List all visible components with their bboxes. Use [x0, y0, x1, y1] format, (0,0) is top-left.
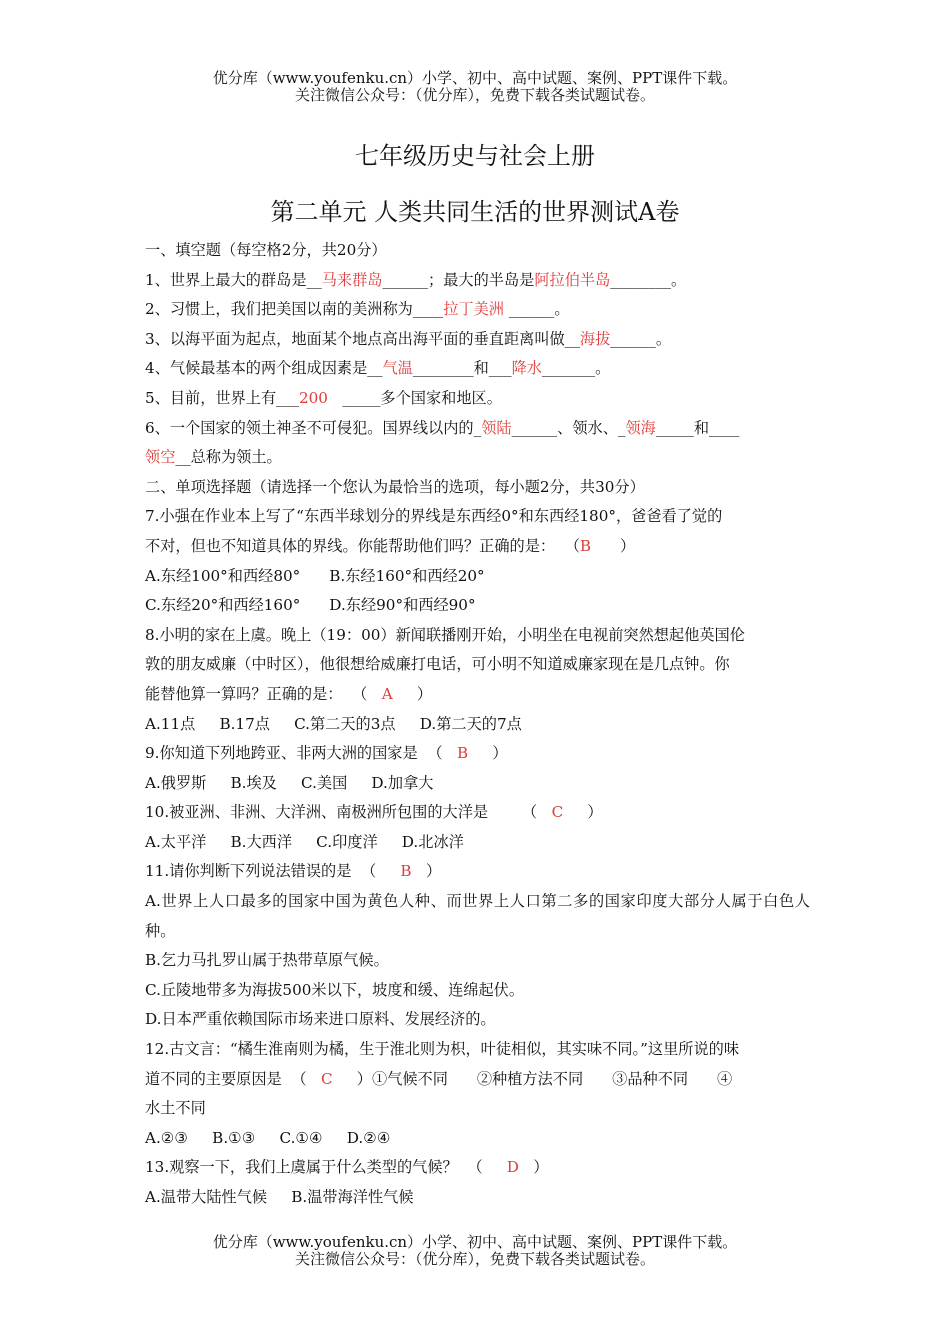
- q2-text-b: ______。: [503, 300, 570, 319]
- q7-options-cd: C.东经20°和西经160° D.东经90°和西经90°: [145, 596, 476, 615]
- q1-text-a: 1、世界上最大的群岛是__: [145, 270, 322, 289]
- q12-line-2: [145, 1065, 810, 1095]
- q8-text-a: 能替他算一算吗？正确的是： （: [145, 684, 382, 703]
- q11-option-d: D.日本严重依赖国际市场来进口原料、发展经济的。: [145, 1010, 496, 1029]
- question-1: [145, 266, 810, 296]
- q10-options: A.太平洋 B.大西洋 C.印度洋 D.北冰洋: [145, 832, 464, 851]
- q7-line-2: [145, 532, 810, 562]
- q7-text-b: ）: [591, 536, 636, 555]
- q12-line-3: 水土不同: [145, 1099, 206, 1118]
- q9-line: [145, 739, 810, 769]
- q11-option-c: C.丘陵地带多为海拔500米以下，坡度和缓、连绵起伏。: [145, 980, 525, 999]
- header-line-1: 优分库（www.youfenku.cn）小学、初中、高中试题、案例、PPT课件下载。: [212, 69, 738, 87]
- footer-line-1: 优分库（www.youfenku.cn）小学、初中、高中试题、案例、PPT课件下载。: [212, 1233, 738, 1251]
- page-footer: [0, 1234, 950, 1268]
- q8-line-1: 8.小明的家在上虞。晚上（19：00）新闻联播刚开始，小明坐在电视前突然想起他英国伦: [145, 625, 745, 644]
- q8-answer: A: [381, 684, 393, 703]
- q12-line-1: 12.古文言：“橘生淮南则为橘，生于淮北则为枳，叶徒相似，其实味不同。”这里所说的味: [145, 1040, 740, 1059]
- q6-answer-2: 领海: [625, 418, 656, 437]
- q11-answer: B: [400, 862, 412, 881]
- q6-text-c: _____和____: [655, 418, 740, 437]
- q5-answer: 200: [298, 388, 328, 407]
- q6-text-d: __总称为领土。: [175, 448, 282, 467]
- q8-line-2: 敦的朋友威廉（中时区），他很想给威廉打电话，可小明不知道威廉家现在是几点钟。你: [145, 655, 730, 674]
- q11-option-b: B.乞力马扎罗山属于热带草原气候。: [145, 951, 389, 970]
- q10-line: [145, 798, 810, 828]
- q7-line-1: 7.小强在作业本上写了“东西半球划分的界线是东西经0°和东西经180°，爸爸看了觉的: [145, 507, 723, 526]
- q6-answer-1: 领陆: [481, 418, 512, 437]
- q13-text-b: ）: [518, 1158, 549, 1177]
- q11-line: [145, 857, 810, 887]
- q6-text-b: ______、领水、_: [511, 418, 626, 437]
- q9-text-a: 9.你知道下列地跨亚、非两大洲的国家是 （: [145, 744, 458, 763]
- exam-content: [145, 236, 810, 1213]
- question-3: [145, 325, 810, 355]
- header-line-2: 关注微信公众号：（优分库），免费下载各类试题试卷。: [294, 86, 655, 104]
- q9-text-b: ）: [468, 744, 508, 763]
- q13-text-a: 13.观察一下，我们上虞属于什么类型的气候？ （: [145, 1158, 507, 1177]
- q2-answer: 拉丁美洲: [443, 300, 504, 319]
- question-2: [145, 295, 810, 325]
- q1-text-b: ______；最大的半岛是: [382, 270, 535, 289]
- q6-text-a: 6、一个国家的领土神圣不可侵犯。国界线以内的_: [145, 418, 482, 437]
- q1-answer-1: 马来群岛: [321, 270, 383, 289]
- q3-text-a: 3、以海平面为起点，地面某个地点高出海平面的垂直距离叫做__: [145, 329, 580, 348]
- q9-answer: B: [457, 744, 469, 763]
- q8-line-3: [145, 680, 810, 710]
- q7-options-ab: A.东经100°和西经80° B.东经160°和西经20°: [145, 566, 485, 585]
- q7-text-a: 不对，但也不知道具体的界线。你能帮助他们吗？正确的是： （: [145, 536, 580, 555]
- q4-answer-2: 降水: [511, 359, 542, 378]
- q3-text-b: ______。: [610, 329, 672, 348]
- q10-text-b: ）: [563, 803, 603, 822]
- q8-options: A.11点 B.17点 C.第二天的3点 D.第二天的7点: [145, 714, 522, 733]
- q11-option-a: A.世界上人口最多的国家中国为黄色人种、而世界上人口第二多的国家印度大部分人属于白色人种。: [145, 892, 810, 940]
- q2-text-a: 2、习惯上，我们把美国以南的美洲称为____: [145, 300, 444, 319]
- q5-text-a: 5、目前，世界上有___: [145, 388, 299, 407]
- page-header: [0, 70, 950, 104]
- q4-text-b: ________和___: [412, 359, 512, 378]
- q4-answer-1: 气温: [382, 359, 413, 378]
- footer-line-2: 关注微信公众号：（优分库），免费下载各类试题试卷。: [294, 1250, 655, 1268]
- q7-answer: B: [579, 536, 592, 555]
- q13-line: [145, 1153, 810, 1183]
- q13-answer: D: [506, 1158, 519, 1177]
- q11-text-a: 11.请你判断下列说法错误的是 （: [145, 862, 401, 881]
- q4-text-a: 4、气候最基本的两个组成因素是__: [145, 359, 383, 378]
- section-1-heading: 一、填空题（每空格2分，共20分）: [145, 241, 387, 259]
- question-5: [145, 384, 810, 414]
- q1-text-c: ________。: [610, 270, 687, 289]
- q6-answer-3: 领空: [145, 448, 176, 467]
- q12-answer: C: [321, 1069, 333, 1088]
- q13-options: A.温带大陆性气候 B.温带海洋性气候: [145, 1188, 414, 1206]
- q11-text-b: ）: [411, 862, 442, 881]
- section-2-heading: 二、单项选择题（请选择一个您认为最恰当的选项，每小题2分，共30分）: [145, 477, 645, 496]
- q3-answer: 海拔: [579, 329, 611, 348]
- q4-text-c: _______。: [541, 359, 611, 378]
- q9-options: A.俄罗斯 B.埃及 C.美国 D.加拿大: [145, 773, 434, 792]
- q12-text-a: 道不同的主要原因是 （: [145, 1069, 322, 1088]
- q12-options: A.②③ B.①③ C.①④ D.②④: [145, 1128, 391, 1147]
- document-subtitle: 第二单元 人类共同生活的世界测试A卷: [270, 198, 680, 226]
- q1-answer-2: 阿拉伯半岛: [534, 270, 611, 289]
- q10-text-a: 10.被亚洲、非洲、大洋洲、南极洲所包围的大洋是 （: [145, 803, 552, 822]
- question-4: [145, 354, 810, 384]
- q12-text-b: ）①气候不同 ②种植方法不同 ③品种不同 ④: [332, 1069, 733, 1088]
- q8-text-b: ）: [392, 684, 433, 703]
- q5-text-b: _____多个国家和地区。: [327, 388, 502, 407]
- document-title: 七年级历史与社会上册: [355, 142, 595, 170]
- q10-answer: C: [551, 803, 564, 822]
- question-6: [145, 414, 810, 473]
